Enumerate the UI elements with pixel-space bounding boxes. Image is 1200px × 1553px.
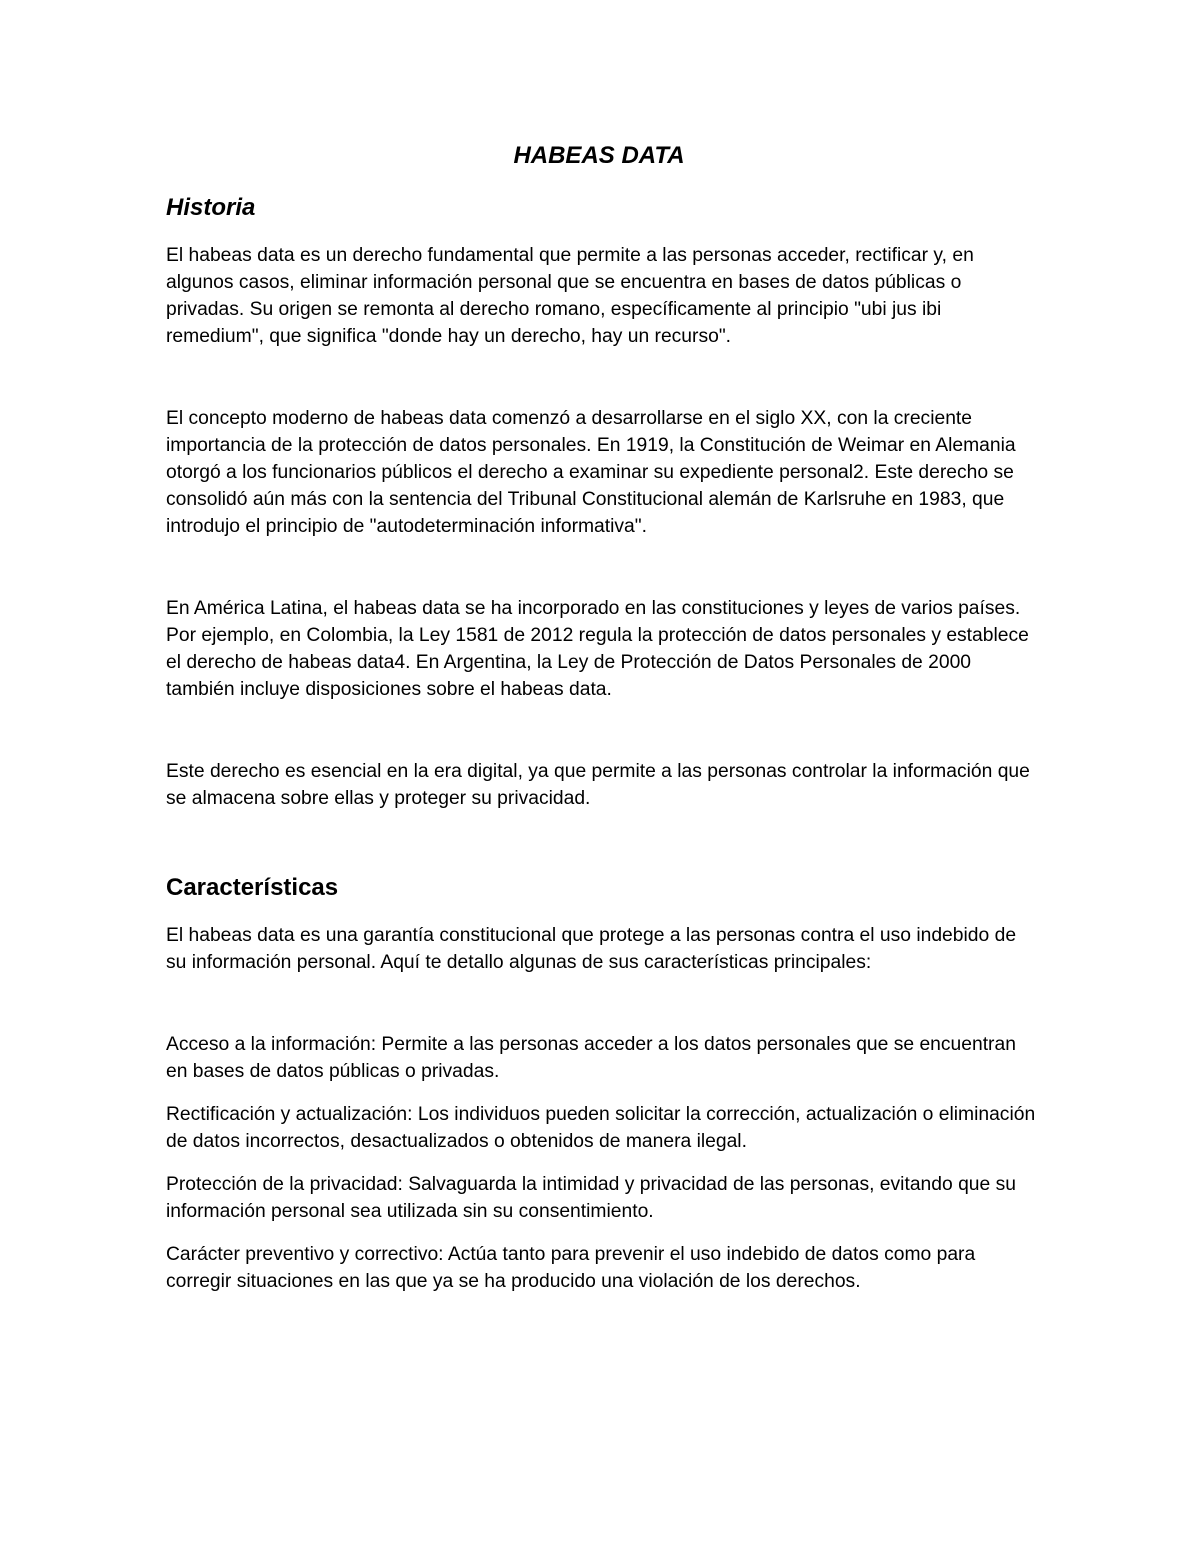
section-heading-caracteristicas: Características: [166, 874, 339, 901]
document-page: [166, 138, 1036, 1295]
historia-paragraph-4: Este derecho es esencial en la era digital, ya que permite a las personas controlar la información que se almacena sobre ellas y proteger su privacidad.: [166, 761, 1030, 809]
historia-paragraph-3: En América Latina, el habeas data se ha incorporado en las constituciones y leyes de varios países. Por ejemplo, en Colombia, la Ley 1581 de 2012 regula la protección de datos personales y establece el derecho de habeas data4. En Argentina, la Ley de Protección de Datos Personales de 2000 también incluye disposiciones sobre el habeas data.: [166, 598, 1029, 700]
feature-item-proteccion: Protección de la privacidad: Salvaguarda la intimidad y privacidad de las personas, evitando que su información personal sea utilizada sin su consentimiento.: [166, 1174, 1016, 1222]
historia-paragraph-1: El habeas data es un derecho fundamental que permite a las personas acceder, rectificar y, en algunos casos, eliminar información personal que se encuentra en bases de datos públicas o privadas. Su origen se remonta al derecho romano, específicamente al principio "ubi jus ibi remedium", que significa "donde hay un derecho, hay un recurso".: [166, 245, 974, 347]
feature-item-rectificacion: Rectificación y actualización: Los individuos pueden solicitar la corrección, actualización o eliminación de datos incorrectos, desactualizados o obtenidos de manera ilegal.: [166, 1104, 1036, 1152]
historia-paragraph-2: El concepto moderno de habeas data comenzó a desarrollarse en el siglo XX, con la creciente importancia de la protección de datos personales. En 1919, la Constitución de Weimar en Alemania otorgó a los funcionarios públicos el derecho a examinar su expediente personal2. Este derecho se consolidó aún más con la sentencia del Tribunal Constitucional alemán de Karlsruhe en 1983, que introdujo el principio de "autodeterminación informativa".: [166, 408, 1016, 537]
section-heading-historia: Historia: [166, 194, 256, 221]
feature-item-acceso: Acceso a la información: Permite a las personas acceder a los datos personales que se encuentran en bases de datos públicas o privadas.: [166, 1034, 1016, 1082]
document-title: HABEAS DATA: [513, 142, 685, 169]
feature-item-caracter: Carácter preventivo y correctivo: Actúa tanto para prevenir el uso indebido de datos como para corregir situaciones en las que ya se ha producido una violación de los derechos.: [166, 1244, 976, 1292]
caracteristicas-intro: El habeas data es una garantía constitucional que protege a las personas contra el uso indebido de su información personal. Aquí te detallo algunas de sus características principales:: [166, 925, 1017, 973]
